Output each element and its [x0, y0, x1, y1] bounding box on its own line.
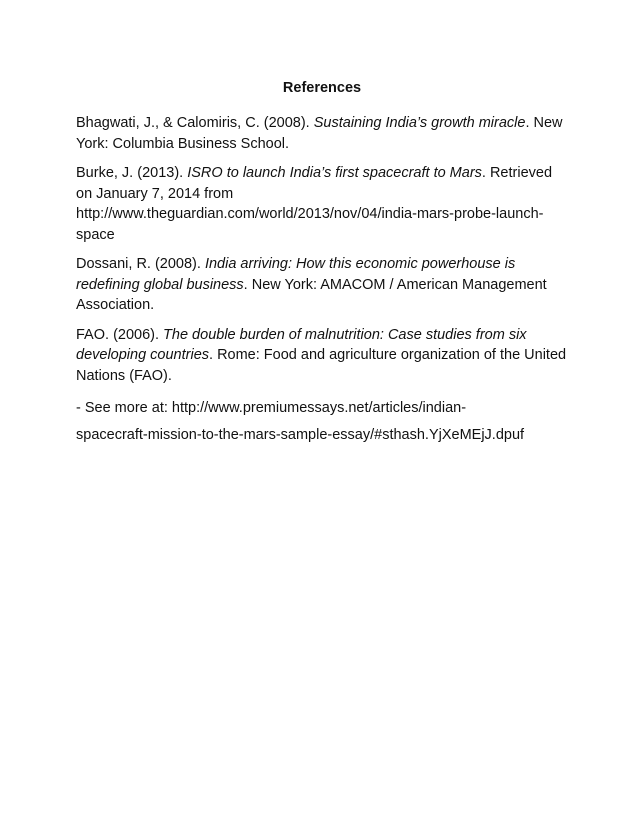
reference-title: India arriving: How this economic powerhouse is redefining global business — [76, 256, 516, 293]
reference-publisher: . New York: Columbia Business School. — [76, 115, 563, 152]
reference-entry-dossani — [76, 254, 568, 316]
reference-publisher: . Rome: Food and agriculture organization of the United Nations (FAO). — [76, 347, 567, 384]
reference-entry-bhagwati — [76, 113, 568, 154]
reference-author-date: FAO. (2006). — [76, 326, 164, 343]
references-heading: References — [282, 80, 362, 96]
reference-title: ISRO to launch India’s first spacecraft to Mars — [187, 165, 482, 181]
reference-author-date: Burke, J. (2013). — [76, 165, 188, 181]
reference-author-date: Bhagwati, J., & Calomiris, C. (2008). — [76, 115, 314, 131]
reference-author-date: Dossani, R. (2008). — [76, 256, 205, 272]
see-more-source — [76, 395, 568, 449]
see-more-line-2: spacecraft-mission-to-the-mars-sample-essay/#sthash.YjXeMEjJ.dpuf — [76, 427, 525, 443]
reference-title: The double burden of malnutrition: Case studies from six developing countries — [76, 326, 527, 363]
reference-entry-burke — [76, 163, 568, 245]
see-more-line-1: - See more at: http://www.premiumessays.net/articles/indian- — [76, 400, 467, 416]
reference-entry-fao — [76, 325, 568, 387]
reference-source-url: . Retrieved on January 7, 2014 from http://www.theguardian.com/world/2013/nov/04/india-mars-probe-launch-space — [76, 165, 553, 243]
reference-title: Sustaining India’s growth miracle — [313, 115, 526, 131]
reference-publisher: . New York: AMACOM / American Management Association. — [76, 276, 547, 313]
